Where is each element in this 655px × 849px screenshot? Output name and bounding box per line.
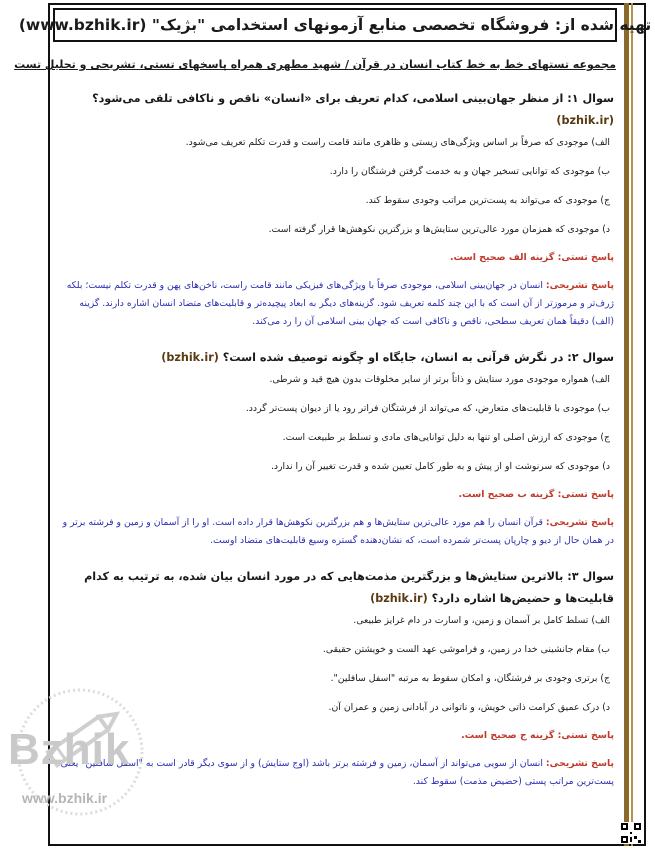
qr-code-icon <box>620 822 642 844</box>
explanation-label: پاسخ تشریحی: <box>545 517 614 528</box>
explanation <box>58 277 614 331</box>
test-answer: پاسخ تستی: گزینه الف صحیح است. <box>450 252 614 263</box>
option-c: ج) موجودی که ارزش اصلی او تنها به دلیل توانایی‌های مادی و تسلط بر طبیعت است. <box>282 432 610 443</box>
decorative-sidebar <box>624 3 629 846</box>
explanation-text: قرآن انسان را هم مورد عالی‌ترین ستایش‌ها و هم بزرگترین نکوهش‌ها قرار داده است. او را از آسمان و زمین و فرشته برتر و در همان حال از دیو و چارپان پست‌تر شمرده است، که نشان‌دهنده گستره وسیع قابلیت‌های متضاد اوست. <box>62 517 614 546</box>
explanation <box>58 514 614 550</box>
option-b: ب) موجودی که توانایی تسخیر جهان و به خدمت گرفتن فرشتگان را دارد. <box>329 166 610 177</box>
header-title: تهیه شده از: فروشگاه تخصصی منابع آزمونهای استخدامی "بژیک" (www.bzhik.ir) <box>18 16 652 34</box>
watermark-url: www.bzhik.ir <box>22 790 108 806</box>
option-a: الف) موجودی که صرفاً بر اساس ویژگی‌های زیستی و ظاهری مانند قامت راست و قدرت تکلم تعریف می‌شود. <box>185 137 610 148</box>
question-title: سوال ۳: بالاترین ستایش‌ها و بزرگترین مذمت‌هایی که در مورد انسان بیان شده، به ترتیب به کدام قابلیت‌ها و حضیض‌ها اشاره دارد؟ (bzhik.ir) <box>84 570 614 605</box>
test-answer: پاسخ تستی: گزینه ج صحیح است. <box>461 730 614 741</box>
option-d: د) موجودی که سرنوشت او از پیش و به طور کامل تعیین شده و قدرت تغییر آن را ندارد. <box>270 461 610 472</box>
option-a: الف) همواره موجودی مورد ستایش و ذاتاً برتر از سایر مخلوقات بدون هیچ قید و شرطی. <box>269 374 610 385</box>
explanation-label: پاسخ تشریحی: <box>545 758 614 769</box>
option-d: د) موجودی که همزمان مورد عالی‌ترین ستایش‌ها و بزرگترین نکوهش‌ها قرار گرفته است. <box>268 224 610 235</box>
option-a: الف) تسلط کامل بر آسمان و زمین، و اسارت در دام غرایز طبیعی. <box>353 615 610 626</box>
option-d: د) درک عمیق کرامت ذاتی خویش، و ناتوانی در آبادانی زمین و عمران آن. <box>328 702 610 713</box>
test-answer: پاسخ تستی: گزینه ب صحیح است. <box>458 489 614 500</box>
question-title: سوال ۱: از منظر جهان‌بینی اسلامی، کدام تعریف برای «انسان» ناقص و ناکافی تلقی می‌شود؟ (bzhik.ir) <box>92 92 614 127</box>
explanation-text: انسان در جهان‌بینی اسلامی، موجودی صرفاً با ویژگی‌های فیزیکی مانند قامت راست، ناخن‌های پهن و قدرت تکلم نیست؛ بلکه ژرف‌تر و مرموزتر از آن است که با این چند کلمه تعریف شود. گزینه‌های دیگر به ابعاد پیچیده‌تر و قابلیت‌های متضاد انسان اشاره دارند. گزینه (الف) دقیقاً همان تعریف سطحی، ناقص و ناکافی است که جهان بینی اسلامی آن را رد می‌کند. <box>66 280 614 327</box>
decorative-sidebar-line <box>631 3 633 846</box>
option-b: ب) مقام جانشینی خدا در زمین، و فراموشی عهد الست و خویشتن حقیقی. <box>322 644 610 655</box>
question-block <box>58 88 614 331</box>
explanation-text: انسان از سویی می‌تواند از آسمان، زمین و فرشته برتر باشد (اوج ستایش) و از سوی دیگر قادر است به "اسفل سافلین" یعنی پست‌ترین مراتب پستی (حضیض مذمت) سقوط کند. <box>60 758 614 787</box>
source-tag: (bzhik.ir) <box>370 592 428 605</box>
question-title: سوال ۲: در نگرش قرآنی به انسان، جایگاه او چگونه توصیف شده است؟ (bzhik.ir) <box>161 351 614 364</box>
question-block <box>58 347 614 550</box>
source-tag: (bzhik.ir) <box>161 351 219 364</box>
source-tag: (bzhik.ir) <box>556 114 614 127</box>
watermark-logo: Bzhik <box>8 725 131 774</box>
document-subtitle: مجموعه تستهای خط به خط کتاب انسان در قرآن / شهید مطهری همراه پاسخهای تستی، تشریحی و تحلیل تست <box>14 58 616 71</box>
header-banner <box>18 8 652 42</box>
option-c: ج) موجودی که می‌تواند به پست‌ترین مراتب وجودی سقوط کند. <box>365 195 610 206</box>
option-c: ج) برتری وجودی بر فرشتگان، و امکان سقوط به مرتبه "اسفل سافلین". <box>330 673 610 684</box>
option-b: ب) موجودی با قابلیت‌های متعارض، که می‌تواند از فرشتگان فراتر رود یا از دیوان پست‌تر گردد. <box>245 403 610 414</box>
explanation-label: پاسخ تشریحی: <box>545 280 614 291</box>
